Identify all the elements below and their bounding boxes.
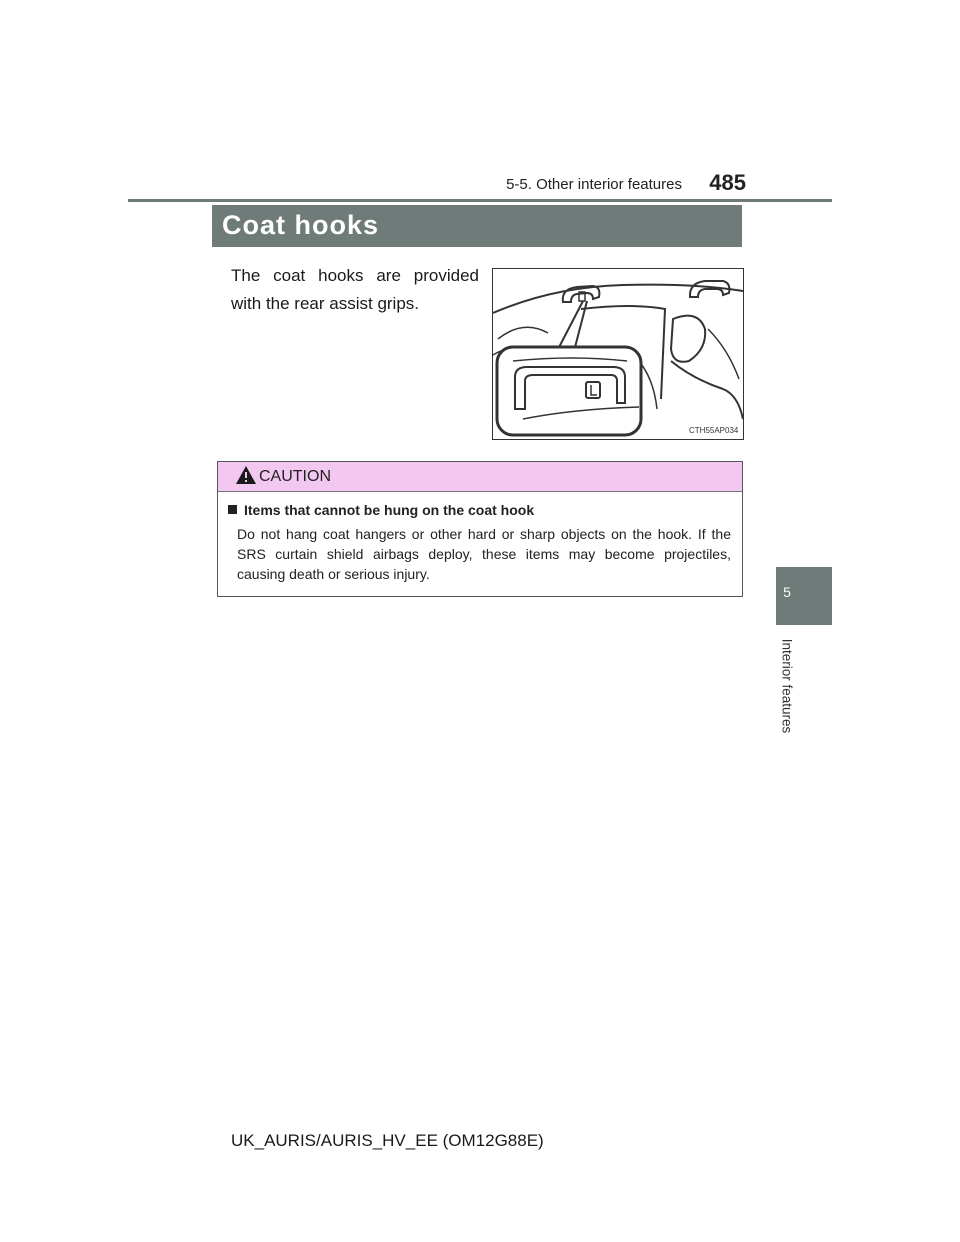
footer-model-code: UK_AURIS/AURIS_HV_EE (OM12G88E): [231, 1131, 544, 1150]
caution-header: [218, 462, 742, 492]
square-bullet-icon: [228, 505, 237, 514]
page-title: Coat hooks: [222, 210, 380, 240]
coat-hook-drawing: [493, 269, 743, 439]
page-number: 485: [709, 170, 746, 195]
caution-item-title-text: Items that cannot be hung on the coat hook: [244, 502, 535, 518]
caution-box: [217, 461, 743, 597]
warning-triangle-icon: [235, 465, 257, 485]
chapter-label-wrap: [776, 632, 798, 740]
header-rule: [128, 199, 832, 202]
chapter-label: Interior features: [779, 638, 795, 734]
section-title: 5-5. Other interior features: [506, 176, 682, 193]
intro-text: The coat hooks are provided with the rear assist grips.: [231, 266, 479, 313]
title-band: [212, 205, 742, 247]
caution-title: CAUTION: [259, 468, 331, 485]
caution-item-title: [228, 502, 534, 518]
coat-hook-illustration: [492, 268, 744, 440]
chapter-number: 5: [783, 584, 791, 600]
figure-code: CTH55AP034: [689, 426, 739, 435]
caution-item-body: Do not hang coat hangers or other hard or sharp objects on the hook. If the SRS curtain shield airbags deploy, these items may become projectiles, causing death or serious injury.: [237, 526, 731, 582]
